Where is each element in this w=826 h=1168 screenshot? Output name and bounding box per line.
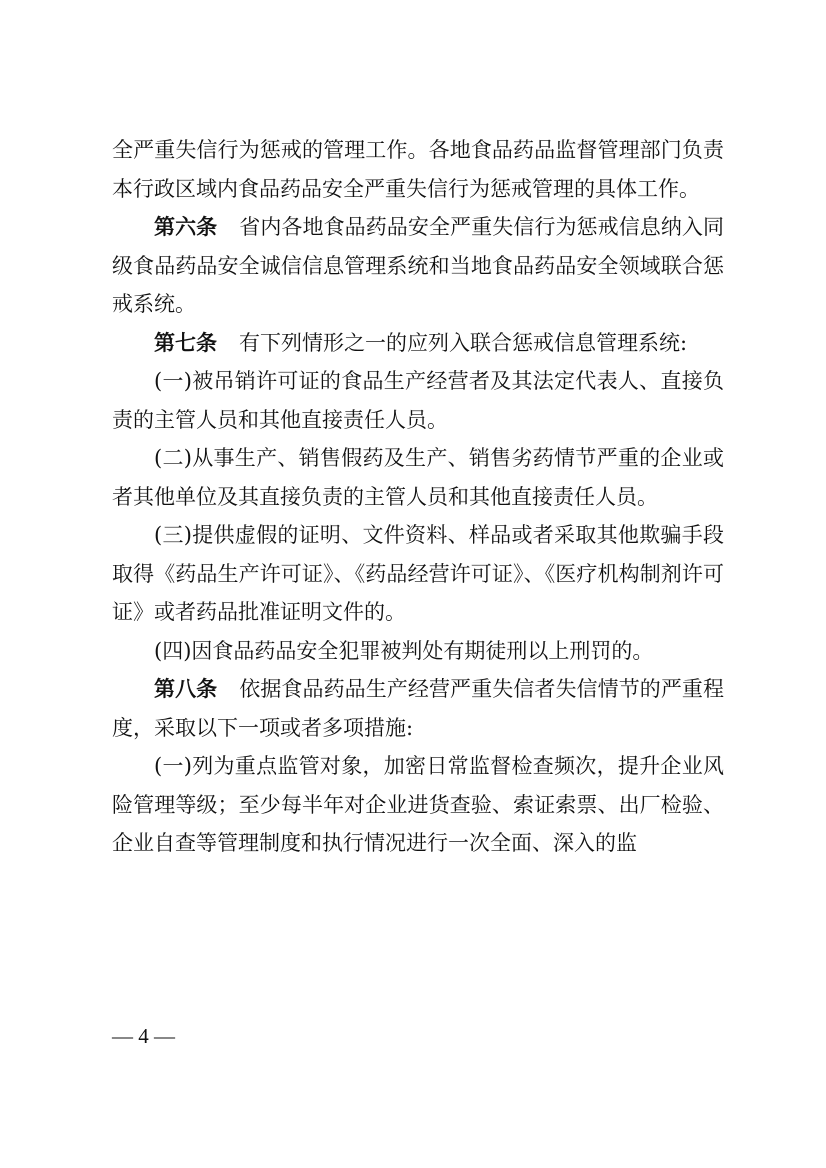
document-body <box>112 131 724 863</box>
paragraph-text: (一)列为重点监管对象，加密日常监督检查频次，提升企业风险管理等级；至少每半年对企业进货查验、索证索票、出厂检验、企业自查等管理制度和执行情况进行一次全面、深入的监 <box>112 754 724 855</box>
paragraph-text: (三)提供虚假的证明、文件资料、样品或者采取其他欺骗手段取得《药品生产许可证》、《药品经营许可证》、《医疗机构制剂许可证》或者药品批准证明文件的。 <box>112 523 724 624</box>
paragraph-text: (四)因食品药品安全犯罪被判处有期徒刑以上刑罚的。 <box>154 638 654 663</box>
paragraph-text: 有下列情形之一的应列入联合惩戒信息管理系统: <box>239 330 688 355</box>
paragraph-text: 依据食品药品生产经营严重失信者失信情节的严重程度，采取以下一项或者多项措施: <box>112 677 725 740</box>
article-7-item-3 <box>112 516 724 632</box>
article-7-item-1 <box>112 362 724 439</box>
article-8 <box>112 670 724 747</box>
paragraph-text: 全严重失信行为惩戒的管理工作。各地食品药品监督管理部门负责本行政区域内食品药品安全严重失信行为惩戒管理的具体工作。 <box>112 138 724 201</box>
paragraph-text: (二)从事生产、销售假药及生产、销售劣药情节严重的企业或者其他单位及其直接负责的主管人员和其他直接责任人员。 <box>112 446 724 509</box>
article-label: 第八条 <box>154 677 218 701</box>
article-7 <box>112 324 724 363</box>
article-7-item-2 <box>112 439 724 516</box>
article-7-item-4 <box>112 632 724 671</box>
paragraph-continuation <box>112 131 724 208</box>
article-label: 第七条 <box>154 330 217 355</box>
page-number: — 4 — <box>112 1024 175 1048</box>
paragraph-text: 省内各地食品药品安全严重失信行为惩戒信息纳入同级食品药品安全诚信信息管理系统和当地食品药品安全领域联合惩戒系统。 <box>112 215 725 316</box>
paragraph-text: (一)被吊销许可证的食品生产经营者及其法定代表人、直接负责的主管人员和其他直接责任人员。 <box>112 369 724 432</box>
article-label: 第六条 <box>154 215 218 239</box>
article-6 <box>112 208 724 324</box>
article-8-item-1 <box>112 747 724 863</box>
